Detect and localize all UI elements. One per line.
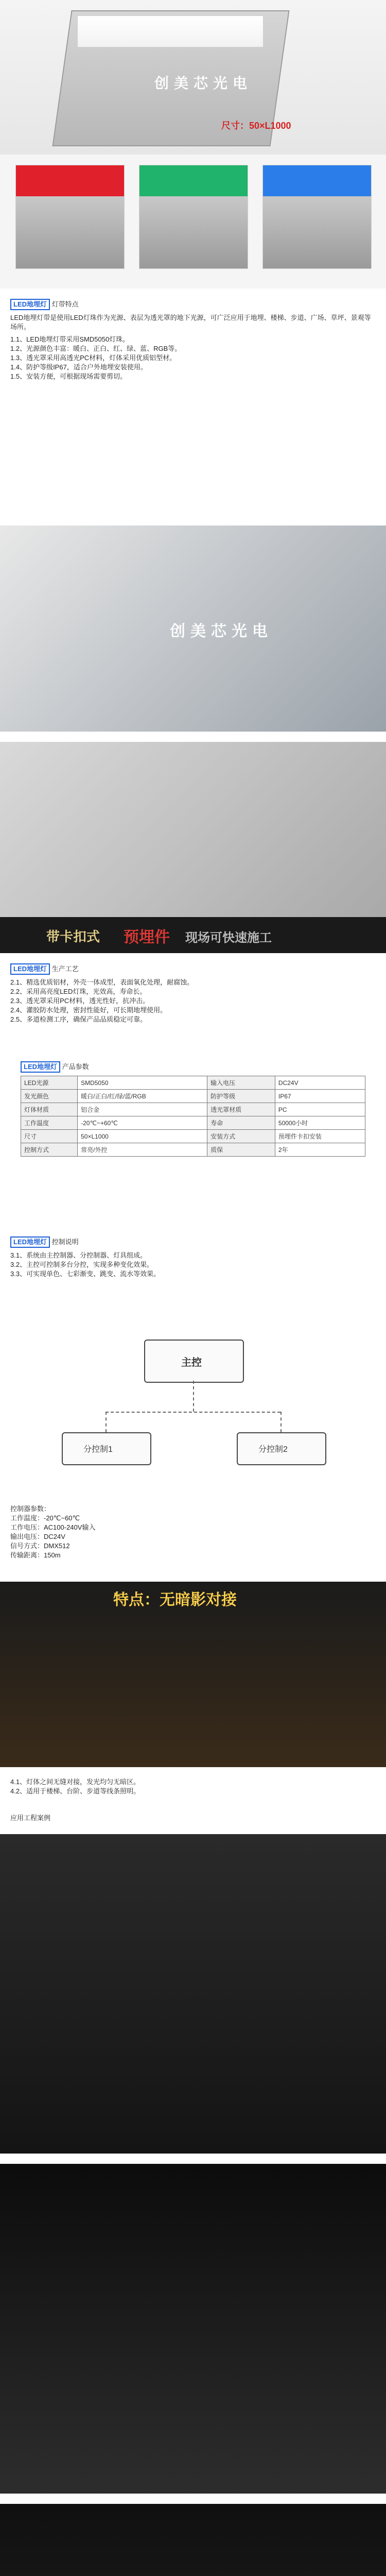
features-title: LED地埋灯 [10,299,50,310]
product-photo-2 [0,742,386,917]
control-note: 控制器参数： [10,1505,51,1513]
features-line: 1.3、透光罩采用高透光PC材料，灯体采用优质铝型材。 [10,354,177,362]
specs-section [21,1061,365,1157]
rgb-block-red [15,165,125,269]
production-tag: LED地埋灯 [10,963,50,975]
control-title-row [10,1236,376,1248]
spec-label: 寿命 [207,1116,275,1130]
control-notes [10,1504,376,1560]
control-note: 传输距离：150m [10,1551,61,1559]
rgb-block-green [139,165,248,269]
sub-controller-2 [237,1432,326,1465]
production-block [10,963,376,1024]
spec-label: 安装方式 [207,1130,275,1143]
control-note: 输出电压：DC24V [10,1533,65,1540]
rgb-body [263,196,371,268]
production-line: 2.4、灌胶防水处理，密封性能好，可长期地埋使用。 [10,1006,167,1014]
features-line: 1.1、LED地埋灯带采用SMD5050灯珠。 [10,335,130,343]
applications-title-row [10,1814,50,1823]
install-headline-left: 带卡扣式 [46,929,100,944]
lamp-lens [77,15,264,47]
spec-value: 铝合金 [78,1103,207,1116]
spec-label: 尺寸 [21,1130,78,1143]
sub-controller-2-label: 分控制2 [258,1445,288,1454]
production-line: 2.1、精选优质铝材，外壳一体成型，表面氧化处理，耐腐蚀。 [10,978,194,986]
control-note: 信号方式：DMX512 [10,1542,70,1550]
size-label: 尺寸：50×L1000 [221,121,291,131]
specs-title-tag: LED地埋灯 [21,1061,60,1073]
spec-value: 常亮/外控 [78,1143,207,1157]
control-line: 3.3、可实现单色、七彩渐变、跳变、流水等效果。 [10,1270,161,1278]
install-banner [0,917,386,953]
spec-value: SMD5050 [78,1076,207,1090]
features-block [10,299,376,381]
rgb-body [139,196,248,268]
stairs-line: 4.2、适用于楼梯、台阶、步道等线条照明。 [10,1787,141,1795]
hero-section [0,0,386,155]
production-line: 2.5、多道检测工序，确保产品品质稳定可靠。 [10,1015,147,1023]
control-line: 3.2、主控可控制多台分控，实现多种变化效果。 [10,1261,154,1268]
control-title: 控制说明 [51,1238,79,1246]
spec-label: 灯体材质 [21,1103,78,1116]
install-headline-right: 现场可快速施工 [185,931,272,945]
sub-controller-1 [62,1432,151,1465]
spec-label: 控制方式 [21,1143,78,1157]
features-paragraph: LED地埋灯带是使用LED灯珠作为光源、表层为透光罩的地下光源，可广泛应用于地埋、楼梯、步道、广场、草坪、景观等场所。 [10,314,371,331]
features-title-row [10,299,376,310]
table-row [21,1090,365,1103]
brand-watermark: 创美芯光电 [154,75,253,92]
case-photo-3 [0,2504,386,2576]
table-row [21,1116,365,1130]
specs-table [21,1076,365,1157]
spec-label: 质保 [207,1143,275,1157]
main-controller [144,1340,244,1383]
control-diagram [51,1329,335,1473]
spec-value: IP67 [275,1090,365,1103]
connector-line [193,1381,194,1412]
stairs-headline: 特点：无暗影对接 [113,1591,237,1608]
connector-line [280,1412,282,1432]
main-controller-label: 主控 [181,1357,202,1368]
applications-title: 应用工程案例 [10,1814,51,1822]
control-note: 工作电压：AC100-240V输入 [10,1523,96,1531]
table-row [21,1130,365,1143]
spec-label: 透光罩材质 [207,1103,275,1116]
production-title-row [10,963,376,975]
spec-value: DC24V [275,1076,365,1090]
case-photo-2 [0,2164,386,2494]
spec-label: 工作温度 [21,1116,78,1130]
production-list [10,978,376,1024]
features-list [10,335,376,381]
control-note: 工作温度：-20℃~60℃ [10,1514,80,1522]
brand-watermark-2: 创美芯光电 [170,622,273,640]
case-photo-1 [0,1834,386,2154]
spec-value: 50×L1000 [78,1130,207,1143]
production-title: 生产工艺 [51,965,79,973]
rgb-top-red [16,165,124,196]
spec-value: 预埋件卡扣安装 [275,1130,365,1143]
stairs-photo [0,1582,386,1767]
spec-value: 50000小时 [275,1116,365,1130]
features-line: 1.5、安装方便，可根据现场需要剪切。 [10,372,127,380]
spec-value: PC [275,1103,365,1116]
spec-value: 2年 [275,1143,365,1157]
features-line: 1.2、光源颜色丰富：暖白、正白、红、绿、蓝、RGB等。 [10,345,182,352]
spec-label: 发光颜色 [21,1090,78,1103]
spec-label: LED光源 [21,1076,78,1090]
connector-line [106,1412,280,1413]
rgb-block-blue [262,165,372,269]
rgb-body [16,196,124,268]
control-intro-list [10,1251,376,1279]
table-row [21,1076,365,1090]
specs-title: 产品参数 [62,1063,89,1071]
product-photo-1 [0,526,386,732]
connector-line [106,1412,107,1432]
spec-label: 防护等级 [207,1090,275,1103]
table-row [21,1143,365,1157]
install-headline-mid: 预埋件 [124,929,170,946]
table-row [21,1103,365,1116]
spec-value: 暖白/正白/红/绿/蓝/RGB [78,1090,207,1103]
stairs-text [10,1777,376,1796]
production-line: 2.2、采用高亮度LED灯珠，光效高，寿命长。 [10,988,147,995]
sub-controller-1-label: 分控制1 [83,1445,113,1454]
rgb-top-green [139,165,248,196]
stairs-line: 4.1、灯体之间无缝对接，发光均匀无暗区。 [10,1778,141,1786]
features-title-tag: 灯带特点 [51,300,79,308]
spec-label: 输入电压 [207,1076,275,1090]
control-block [10,1236,376,1279]
production-line: 2.3、透光罩采用PC材料，透光性好，抗冲击。 [10,997,150,1005]
control-tag: LED地埋灯 [10,1236,50,1248]
control-line: 3.1、系统由主控制器、分控制器、灯具组成。 [10,1251,147,1259]
features-line: 1.4、防护等级IP67，适合户外地埋安装使用。 [10,363,147,371]
rgb-top-blue [263,165,371,196]
specs-title-row [21,1061,365,1073]
spec-value: -20℃~+60℃ [78,1116,207,1130]
